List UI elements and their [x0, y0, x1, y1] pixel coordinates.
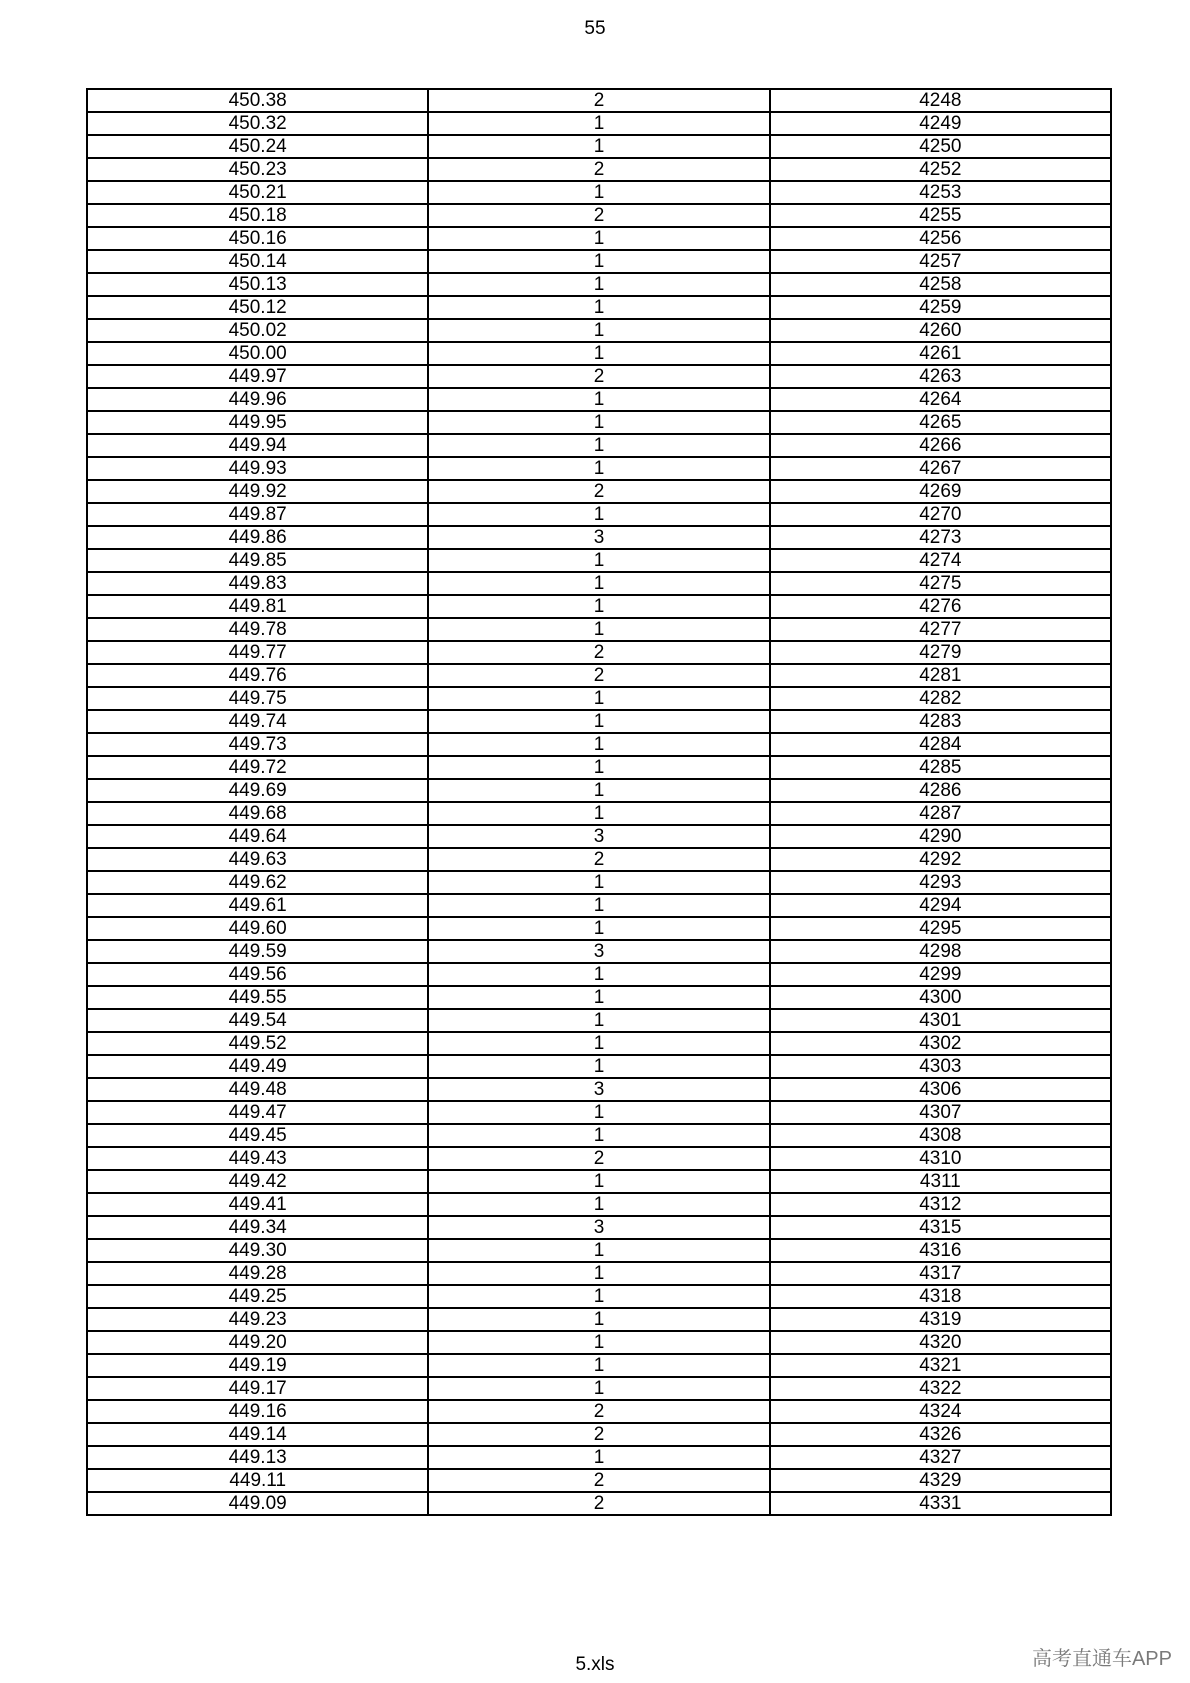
count-cell: 1 — [428, 1101, 769, 1124]
table-row — [87, 1239, 1111, 1262]
table-row — [87, 894, 1111, 917]
cumulative-cell: 4311 — [770, 1170, 1111, 1193]
cumulative-cell: 4324 — [770, 1400, 1111, 1423]
score-cell: 449.16 — [87, 1400, 428, 1423]
score-cell: 449.73 — [87, 733, 428, 756]
score-cell: 450.02 — [87, 319, 428, 342]
table-row — [87, 480, 1111, 503]
table-row — [87, 595, 1111, 618]
table-row — [87, 963, 1111, 986]
cumulative-cell: 4274 — [770, 549, 1111, 572]
cumulative-cell: 4263 — [770, 365, 1111, 388]
page-number: 55 — [584, 18, 606, 39]
table-row — [87, 1170, 1111, 1193]
score-cell: 449.23 — [87, 1308, 428, 1331]
cumulative-cell: 4249 — [770, 112, 1111, 135]
table-row — [87, 526, 1111, 549]
count-cell: 1 — [428, 871, 769, 894]
table-row — [87, 710, 1111, 733]
count-cell: 1 — [428, 733, 769, 756]
count-cell: 2 — [428, 204, 769, 227]
score-cell: 449.20 — [87, 1331, 428, 1354]
score-cell: 449.95 — [87, 411, 428, 434]
cumulative-cell: 4320 — [770, 1331, 1111, 1354]
score-cell: 449.59 — [87, 940, 428, 963]
table-row — [87, 1101, 1111, 1124]
table-row — [87, 388, 1111, 411]
score-cell: 449.85 — [87, 549, 428, 572]
score-cell: 449.25 — [87, 1285, 428, 1308]
count-cell: 1 — [428, 572, 769, 595]
score-cell: 449.76 — [87, 664, 428, 687]
table-row — [87, 434, 1111, 457]
count-cell: 1 — [428, 319, 769, 342]
cumulative-cell: 4310 — [770, 1147, 1111, 1170]
table-row — [87, 204, 1111, 227]
cumulative-cell: 4308 — [770, 1124, 1111, 1147]
cumulative-cell: 4253 — [770, 181, 1111, 204]
table-row — [87, 158, 1111, 181]
table-row — [87, 112, 1111, 135]
score-cell: 449.19 — [87, 1354, 428, 1377]
cumulative-cell: 4257 — [770, 250, 1111, 273]
score-cell: 449.78 — [87, 618, 428, 641]
cumulative-cell: 4302 — [770, 1032, 1111, 1055]
score-cell: 449.68 — [87, 802, 428, 825]
table-row — [87, 986, 1111, 1009]
cumulative-cell: 4281 — [770, 664, 1111, 687]
count-cell: 1 — [428, 1009, 769, 1032]
cumulative-cell: 4260 — [770, 319, 1111, 342]
cumulative-cell: 4266 — [770, 434, 1111, 457]
count-cell: 2 — [428, 641, 769, 664]
count-cell: 1 — [428, 595, 769, 618]
score-cell: 449.94 — [87, 434, 428, 457]
cumulative-cell: 4290 — [770, 825, 1111, 848]
score-cell: 449.14 — [87, 1423, 428, 1446]
score-cell: 449.96 — [87, 388, 428, 411]
count-cell: 1 — [428, 1055, 769, 1078]
count-cell: 1 — [428, 618, 769, 641]
table-row — [87, 365, 1111, 388]
score-table-body — [87, 89, 1111, 1515]
cumulative-cell: 4256 — [770, 227, 1111, 250]
score-cell: 449.83 — [87, 572, 428, 595]
cumulative-cell: 4318 — [770, 1285, 1111, 1308]
score-cell: 449.63 — [87, 848, 428, 871]
cumulative-cell: 4292 — [770, 848, 1111, 871]
count-cell: 1 — [428, 1354, 769, 1377]
score-cell: 450.18 — [87, 204, 428, 227]
table-row — [87, 1124, 1111, 1147]
count-cell: 1 — [428, 1124, 769, 1147]
table-row — [87, 1193, 1111, 1216]
score-cell: 450.32 — [87, 112, 428, 135]
cumulative-cell: 4307 — [770, 1101, 1111, 1124]
cumulative-cell: 4270 — [770, 503, 1111, 526]
table-row — [87, 273, 1111, 296]
score-cell: 450.16 — [87, 227, 428, 250]
score-cell: 449.54 — [87, 1009, 428, 1032]
score-cell: 449.43 — [87, 1147, 428, 1170]
score-cell: 449.17 — [87, 1377, 428, 1400]
cumulative-cell: 4279 — [770, 641, 1111, 664]
table-row — [87, 1032, 1111, 1055]
cumulative-cell: 4312 — [770, 1193, 1111, 1216]
count-cell: 1 — [428, 273, 769, 296]
table-row — [87, 1354, 1111, 1377]
score-cell: 449.56 — [87, 963, 428, 986]
count-cell: 1 — [428, 710, 769, 733]
table-row — [87, 135, 1111, 158]
count-cell: 3 — [428, 1216, 769, 1239]
count-cell: 1 — [428, 1170, 769, 1193]
count-cell: 2 — [428, 848, 769, 871]
cumulative-cell: 4306 — [770, 1078, 1111, 1101]
count-cell: 3 — [428, 1078, 769, 1101]
count-cell: 2 — [428, 1469, 769, 1492]
score-cell: 449.48 — [87, 1078, 428, 1101]
cumulative-cell: 4265 — [770, 411, 1111, 434]
score-cell: 449.81 — [87, 595, 428, 618]
count-cell: 1 — [428, 457, 769, 480]
cumulative-cell: 4327 — [770, 1446, 1111, 1469]
count-cell: 1 — [428, 779, 769, 802]
score-cell: 449.74 — [87, 710, 428, 733]
count-cell: 3 — [428, 526, 769, 549]
score-cell: 449.13 — [87, 1446, 428, 1469]
cumulative-cell: 4326 — [770, 1423, 1111, 1446]
cumulative-cell: 4252 — [770, 158, 1111, 181]
score-cell: 450.12 — [87, 296, 428, 319]
table-row — [87, 871, 1111, 894]
count-cell: 1 — [428, 411, 769, 434]
cumulative-cell: 4300 — [770, 986, 1111, 1009]
count-cell: 1 — [428, 1377, 769, 1400]
count-cell: 1 — [428, 342, 769, 365]
count-cell: 1 — [428, 250, 769, 273]
table-row — [87, 1492, 1111, 1515]
count-cell: 1 — [428, 894, 769, 917]
cumulative-cell: 4319 — [770, 1308, 1111, 1331]
cumulative-cell: 4301 — [770, 1009, 1111, 1032]
table-row — [87, 1446, 1111, 1469]
table-row — [87, 1308, 1111, 1331]
score-cell: 449.93 — [87, 457, 428, 480]
cumulative-cell: 4331 — [770, 1492, 1111, 1515]
score-cell: 449.97 — [87, 365, 428, 388]
score-cell: 449.09 — [87, 1492, 428, 1515]
table-row — [87, 89, 1111, 112]
cumulative-cell: 4267 — [770, 457, 1111, 480]
score-cell: 449.64 — [87, 825, 428, 848]
table-row — [87, 825, 1111, 848]
count-cell: 1 — [428, 1193, 769, 1216]
score-cell: 449.69 — [87, 779, 428, 802]
table-row — [87, 1216, 1111, 1239]
cumulative-cell: 4273 — [770, 526, 1111, 549]
count-cell: 2 — [428, 158, 769, 181]
score-table — [86, 88, 1112, 1516]
table-row — [87, 457, 1111, 480]
count-cell: 1 — [428, 181, 769, 204]
count-cell: 1 — [428, 1285, 769, 1308]
score-cell: 449.52 — [87, 1032, 428, 1055]
count-cell: 1 — [428, 1239, 769, 1262]
count-cell: 1 — [428, 1262, 769, 1285]
cumulative-cell: 4275 — [770, 572, 1111, 595]
table-row — [87, 687, 1111, 710]
table-row — [87, 756, 1111, 779]
table-row — [87, 1055, 1111, 1078]
score-cell: 449.62 — [87, 871, 428, 894]
cumulative-cell: 4248 — [770, 89, 1111, 112]
table-row — [87, 1331, 1111, 1354]
table-row — [87, 1009, 1111, 1032]
cumulative-cell: 4276 — [770, 595, 1111, 618]
cumulative-cell: 4298 — [770, 940, 1111, 963]
table-row — [87, 917, 1111, 940]
score-cell: 449.55 — [87, 986, 428, 1009]
table-row — [87, 641, 1111, 664]
table-row — [87, 227, 1111, 250]
table-row — [87, 181, 1111, 204]
table-row — [87, 1285, 1111, 1308]
score-cell: 450.14 — [87, 250, 428, 273]
table-row — [87, 319, 1111, 342]
count-cell: 1 — [428, 388, 769, 411]
cumulative-cell: 4269 — [770, 480, 1111, 503]
table-row — [87, 848, 1111, 871]
score-cell: 449.30 — [87, 1239, 428, 1262]
table-row — [87, 1400, 1111, 1423]
cumulative-cell: 4277 — [770, 618, 1111, 641]
cumulative-cell: 4295 — [770, 917, 1111, 940]
count-cell: 2 — [428, 480, 769, 503]
watermark: 高考直通车APP — [1031, 1648, 1172, 1670]
count-cell: 2 — [428, 664, 769, 687]
score-cell: 449.61 — [87, 894, 428, 917]
table-row — [87, 618, 1111, 641]
score-cell: 449.42 — [87, 1170, 428, 1193]
table-row — [87, 572, 1111, 595]
count-cell: 1 — [428, 434, 769, 457]
score-cell: 449.47 — [87, 1101, 428, 1124]
score-cell: 450.23 — [87, 158, 428, 181]
table-row — [87, 296, 1111, 319]
count-cell: 2 — [428, 1423, 769, 1446]
table-row — [87, 779, 1111, 802]
table-row — [87, 1147, 1111, 1170]
table-row — [87, 664, 1111, 687]
count-cell: 1 — [428, 296, 769, 319]
cumulative-cell: 4282 — [770, 687, 1111, 710]
count-cell: 1 — [428, 549, 769, 572]
cumulative-cell: 4286 — [770, 779, 1111, 802]
count-cell: 2 — [428, 89, 769, 112]
count-cell: 1 — [428, 1446, 769, 1469]
score-cell: 450.24 — [87, 135, 428, 158]
count-cell: 1 — [428, 756, 769, 779]
count-cell: 2 — [428, 1147, 769, 1170]
count-cell: 2 — [428, 1400, 769, 1423]
count-cell: 1 — [428, 227, 769, 250]
cumulative-cell: 4259 — [770, 296, 1111, 319]
score-cell: 449.28 — [87, 1262, 428, 1285]
count-cell: 1 — [428, 1308, 769, 1331]
score-cell: 449.34 — [87, 1216, 428, 1239]
cumulative-cell: 4293 — [770, 871, 1111, 894]
table-row — [87, 503, 1111, 526]
table-row — [87, 1469, 1111, 1492]
cumulative-cell: 4250 — [770, 135, 1111, 158]
count-cell: 1 — [428, 986, 769, 1009]
cumulative-cell: 4261 — [770, 342, 1111, 365]
table-row — [87, 1377, 1111, 1400]
cumulative-cell: 4329 — [770, 1469, 1111, 1492]
count-cell: 1 — [428, 112, 769, 135]
cumulative-cell: 4283 — [770, 710, 1111, 733]
count-cell: 1 — [428, 802, 769, 825]
cumulative-cell: 4264 — [770, 388, 1111, 411]
cumulative-cell: 4303 — [770, 1055, 1111, 1078]
table-row — [87, 549, 1111, 572]
table-row — [87, 1423, 1111, 1446]
count-cell: 1 — [428, 687, 769, 710]
score-cell: 450.21 — [87, 181, 428, 204]
count-cell: 3 — [428, 940, 769, 963]
cumulative-cell: 4294 — [770, 894, 1111, 917]
table-row — [87, 250, 1111, 273]
cumulative-cell: 4284 — [770, 733, 1111, 756]
score-cell: 449.60 — [87, 917, 428, 940]
cumulative-cell: 4285 — [770, 756, 1111, 779]
cumulative-cell: 4287 — [770, 802, 1111, 825]
cumulative-cell: 4299 — [770, 963, 1111, 986]
count-cell: 1 — [428, 1032, 769, 1055]
score-cell: 449.11 — [87, 1469, 428, 1492]
count-cell: 1 — [428, 963, 769, 986]
count-cell: 1 — [428, 503, 769, 526]
count-cell: 1 — [428, 1331, 769, 1354]
cumulative-cell: 4315 — [770, 1216, 1111, 1239]
score-cell: 450.38 — [87, 89, 428, 112]
score-cell: 449.72 — [87, 756, 428, 779]
cumulative-cell: 4316 — [770, 1239, 1111, 1262]
score-cell: 449.86 — [87, 526, 428, 549]
cumulative-cell: 4321 — [770, 1354, 1111, 1377]
cumulative-cell: 4317 — [770, 1262, 1111, 1285]
score-cell: 449.92 — [87, 480, 428, 503]
cumulative-cell: 4258 — [770, 273, 1111, 296]
score-cell: 450.13 — [87, 273, 428, 296]
table-row — [87, 733, 1111, 756]
table-row — [87, 1078, 1111, 1101]
score-cell: 449.45 — [87, 1124, 428, 1147]
score-cell: 449.77 — [87, 641, 428, 664]
cumulative-cell: 4322 — [770, 1377, 1111, 1400]
table-row — [87, 940, 1111, 963]
count-cell: 1 — [428, 917, 769, 940]
score-cell: 449.49 — [87, 1055, 428, 1078]
score-cell: 449.87 — [87, 503, 428, 526]
table-row — [87, 1262, 1111, 1285]
cumulative-cell: 4255 — [770, 204, 1111, 227]
score-cell: 449.41 — [87, 1193, 428, 1216]
table-row — [87, 802, 1111, 825]
count-cell: 3 — [428, 825, 769, 848]
table-row — [87, 411, 1111, 434]
count-cell: 1 — [428, 135, 769, 158]
footer-filename: 5.xls — [575, 1654, 615, 1675]
count-cell: 2 — [428, 365, 769, 388]
count-cell: 2 — [428, 1492, 769, 1515]
score-cell: 449.75 — [87, 687, 428, 710]
table-row — [87, 342, 1111, 365]
score-cell: 450.00 — [87, 342, 428, 365]
score-table-container — [86, 88, 1112, 1516]
